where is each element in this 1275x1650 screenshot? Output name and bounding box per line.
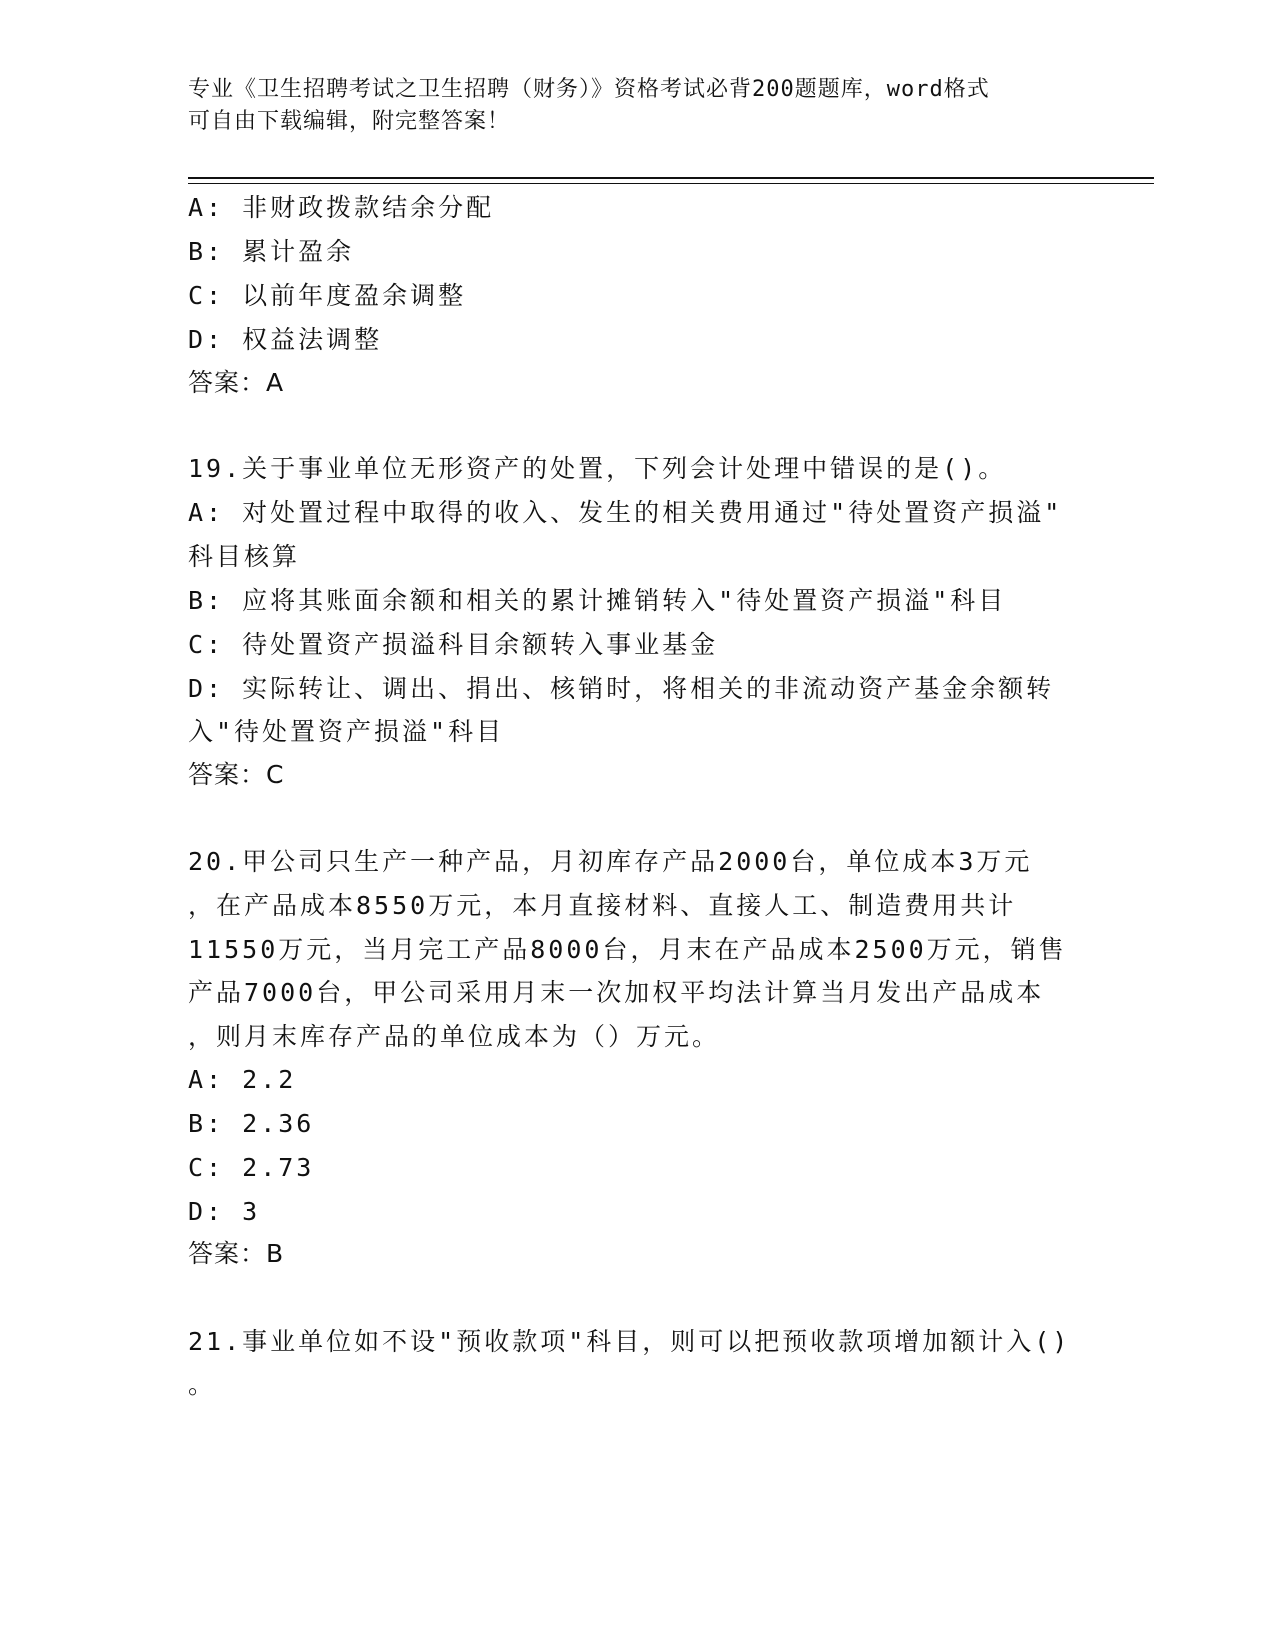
header-title-line-2: 可自由下载编辑，附完整答案！ — [188, 109, 511, 134]
q20-stem-line-1: 20.甲公司只生产一种产品，月初库存产品2000台，单位成本3万元 — [188, 847, 1033, 876]
q21-stem-line-1: 21.事业单位如不设"预收款项"科目，则可以把预收款项增加额计入() — [188, 1327, 1071, 1356]
q18-option-a: A: 非财政拨款结余分配 — [188, 193, 495, 222]
q19-option-b: B: 应将其账面余额和相关的累计摊销转入"待处置资产损溢"科目 — [188, 586, 1007, 615]
document-header — [188, 74, 1068, 138]
q19-option-a-continued: 科目核算 — [188, 542, 301, 571]
header-divider-thick — [188, 177, 1154, 179]
q19-option-d: D: 实际转让、调出、捐出、核销时，将相关的非流动资产基金余额转 — [188, 674, 1055, 703]
q20-stem-line-2: ，在产品成本8550万元，本月直接材料、直接人工、制造费用共计 — [188, 891, 1017, 920]
q19-stem: 19.关于事业单位无形资产的处置，下列会计处理中错误的是()。 — [188, 454, 1007, 483]
q20-stem-line-4: 产品7000台，甲公司采用月末一次加权平均法计算当月发出产品成本 — [188, 978, 1045, 1007]
q20-option-d: D: 3 — [188, 1197, 261, 1226]
q20-stem-line-3: 11550万元，当月完工产品8000台，月末在产品成本2500万元，销售 — [188, 935, 1067, 964]
q18-option-c: C: 以前年度盈余调整 — [188, 281, 467, 310]
header-divider-thin — [188, 183, 1154, 184]
q18-option-b: B: 累计盈余 — [188, 237, 355, 266]
q19-option-c: C: 待处置资产损溢科目余额转入事业基金 — [188, 630, 719, 659]
header-title-line-1: 专业《卫生招聘考试之卫生招聘（财务）》资格考试必背200题题库，word格式 — [188, 77, 990, 102]
q20-option-b: B: 2.36 — [188, 1109, 315, 1138]
q19-answer: 答案：C — [188, 760, 285, 789]
q20-stem-line-5: ，则月末库存产品的单位成本为（）万元。 — [188, 1022, 721, 1051]
q20-option-c: C: 2.73 — [188, 1153, 315, 1182]
q19-option-d-continued: 入"待处置资产损溢"科目 — [188, 717, 505, 746]
q18-option-d: D: 权益法调整 — [188, 325, 383, 354]
q21-stem-line-2: 。 — [188, 1370, 217, 1399]
q18-answer: 答案：A — [188, 368, 285, 397]
q20-answer: 答案：B — [188, 1239, 285, 1268]
q20-option-a: A: 2.2 — [188, 1065, 297, 1094]
q19-option-a: A: 对处置过程中取得的收入、发生的相关费用通过"待处置资产损溢" — [188, 498, 1063, 527]
